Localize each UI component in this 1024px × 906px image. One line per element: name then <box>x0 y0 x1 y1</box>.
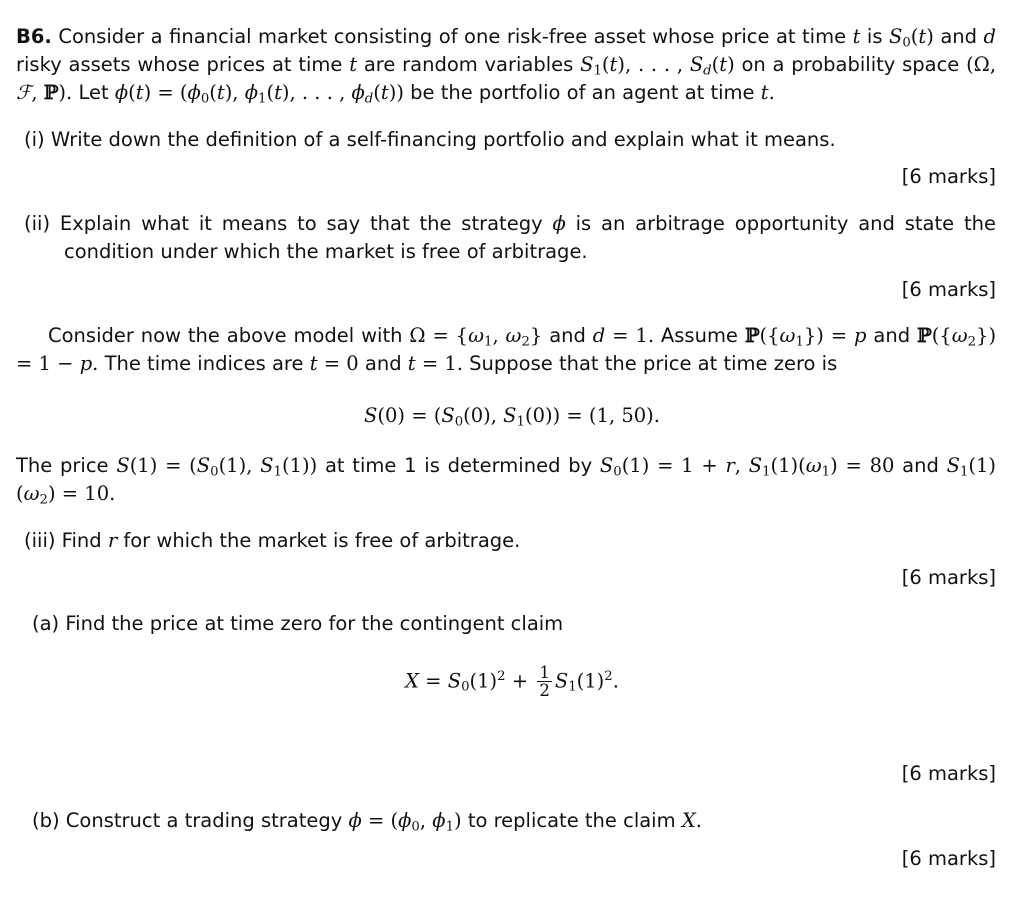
part-b-marks: [6 marks] <box>901 847 996 870</box>
part-i-marks: [6 marks] <box>901 165 996 188</box>
question-intro: B6. Consider a financial market consisting of one risk-free asset whose price at time t is $S_0(t)$ and d risky assets whose prices at time t are random variables $S_1(t)$, . . . , $S_d(t)$ on a probability space (Ω, ℱ, ℙ). Let $\phi(t) = (\phi_0(t)$, $\phi_1(t)$, . . . , $\phi_d(t)$) be the portfolio of an agent at time t. <box>16 25 997 107</box>
part-b: (b) Construct a trading strategy $\phi = (\phi_0$, $\phi_1$) to replicate the claim X. <box>32 809 702 835</box>
part-ii-marks: [6 marks] <box>901 278 996 301</box>
claim-fraction: $\frac{1}{2}$ <box>539 663 550 701</box>
part-i-text: Write down the definition of a self-financing portfolio and explain what it means. <box>50 128 836 151</box>
initial-price-equation: $S(0) = (S_0(0)$, $S_1(0)) = (1$, 50). <box>364 404 660 430</box>
claim-equation: $X = S_0(1)^2$ + $\frac{1}{2}$ $S_1(1)^2$. <box>405 663 619 701</box>
question-label: B6. <box>16 25 52 48</box>
part-b-number: (b) <box>32 809 60 832</box>
time-one-price: The price $S(1) = (S_0(1)$, $S_1(1)$) at time 1 is determined by $S_0(1) = 1 + r$, $S_1(1)(\omega_1) = 80$ and $S_1(1)(\omega_2) = 10$. <box>16 454 997 508</box>
model-paragraph: Consider now the above model with $\Omega = \{\omega_1$, $\omega_2$} and d = 1. Assume $ℙ(\{\omega_1\}) = p$ and $ℙ(\{\omega_2\}) = 1 - p$. The time indices are t = 0 and t = 1. Suppose that the price at time zero is <box>16 324 997 375</box>
part-ii-number: (ii) <box>24 212 51 235</box>
part-a: (a) Find the price at time zero for the contingent claim <box>32 612 564 635</box>
part-iii-marks: [6 marks] <box>901 566 996 589</box>
part-iii-number: (iii) <box>24 529 56 552</box>
part-a-number: (a) <box>32 612 60 635</box>
part-i <box>24 126 996 154</box>
part-i-number: (i) <box>24 128 45 151</box>
part-ii: (ii) Explain what it means to say that the strategy ϕ is an arbitrage opportunity and state the condition under which the market is free of arbitrage. <box>24 212 996 263</box>
part-a-marks: [6 marks] <box>901 762 996 785</box>
part-iii: (iii) Find r for which the market is free of arbitrage. <box>24 529 521 552</box>
